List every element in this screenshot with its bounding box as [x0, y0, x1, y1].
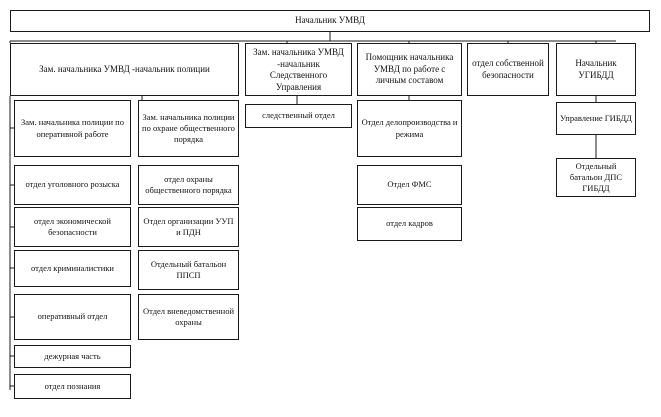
head-box: Начальник УМВД [10, 10, 650, 32]
col1-item-1: Зам. начальника полиции по оперативной работе [14, 100, 131, 157]
dept5-child-2: Отдельный батальон ДПС ГИБДД [556, 158, 636, 197]
col1-item-7: отдел познания [14, 374, 131, 399]
dept2-child-1: следственный отдел [245, 104, 352, 128]
col2-item-3: Отдел организации УУП и ПДН [138, 207, 239, 247]
col1-item-5: оперативный отдел [14, 294, 131, 340]
dept3-child-3: отдел кадров [357, 207, 462, 241]
col2-item-2: отдел охраны общественного порядка [138, 165, 239, 205]
dept2-box: Зам. начальника УМВД -начальник Следственного Управления [245, 43, 352, 96]
dept5-box: Начальник УГИБДД [556, 43, 636, 96]
col2-item-4: Отдельный батальон ППСП [138, 250, 239, 290]
dept3-box: Помощник начальника УМВД по работе с личным составом [357, 43, 462, 96]
dept3-child-2: Отдел ФМС [357, 165, 462, 205]
col1-item-4: отдел криминалистики [14, 250, 131, 287]
dept4-box: отдел собственной безопасности [467, 43, 549, 96]
dept3-child-1: Отдел делопроизводства и режима [357, 100, 462, 157]
dept5-child-1: Управление ГИБДД [556, 102, 636, 135]
col1-item-6: дежурная часть [14, 345, 131, 368]
col1-item-2: отдел уголовного розыска [14, 165, 131, 205]
col2-item-1: Зам. начальника полиции по охране общественного порядка [138, 100, 239, 157]
col1-item-3: отдел экономической безопасности [14, 207, 131, 247]
dept1-box: Зам. начальника УМВД -начальник полиции [10, 43, 239, 96]
col2-item-5: Отдел вневедомственной охраны [138, 294, 239, 340]
